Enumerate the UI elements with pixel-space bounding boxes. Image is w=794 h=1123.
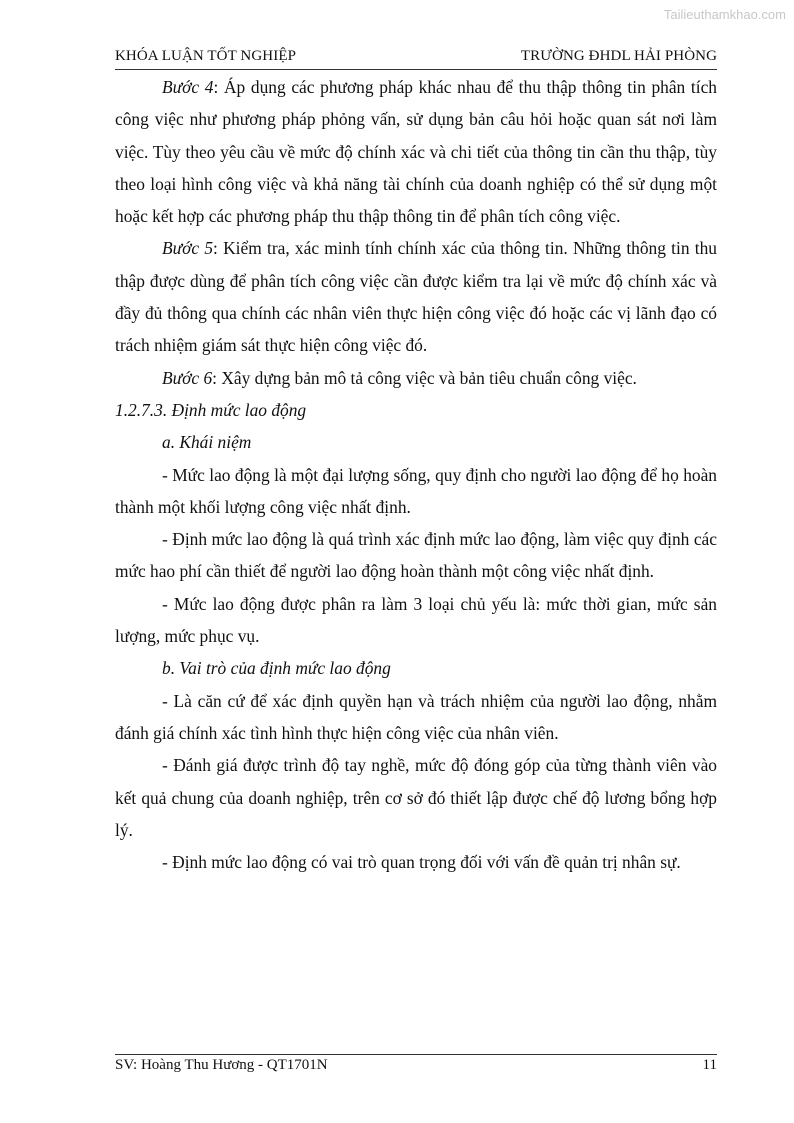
page-footer xyxy=(115,1057,717,1074)
paragraph-b1: - Là căn cứ để xác định quyền hạn và trách nhiệm của người lao động, nhằm đánh giá chính xác tình hình thực hiện công việc của nhân viên. xyxy=(115,690,717,743)
footer-student: SV: Hoàng Thu Hương - QT1701N xyxy=(115,1057,328,1073)
subheading-a: a. Khái niệm xyxy=(162,432,252,453)
paragraph-step-5 xyxy=(115,232,717,361)
step-4-text: : Áp dụng các phương pháp khác nhau để thu thập thông tin phân tích công việc như phương pháp phỏng vấn, sử dụng bản câu hỏi hoặc quan sát nơi làm việc. Tùy theo yêu cầu về mức độ chính xác và chi tiết của thông tin cần thu thập, tùy theo loại hình công việc và khả năng tài chính của doanh nghiệp có thể sử dụng một hoặc kết hợp các phương pháp thu thập thông tin để phân tích công việc. xyxy=(115,77,717,227)
subheading-b: b. Vai trò của định mức lao động xyxy=(162,658,391,679)
paragraph-a2: - Định mức lao động là quá trình xác định mức lao động, làm việc quy định các mức hao phí cần thiết để người lao động hoàn thành một công việc nhất định. xyxy=(115,529,717,582)
step-5-label: Bước 5 xyxy=(162,238,214,259)
paragraph-b2: - Đánh giá được trình độ tay nghề, mức độ đóng góp của từng thành viên vào kết quả chung của doanh nghiệp, trên cơ sở đó thiết lập được chế độ lương bổng hợp lý. xyxy=(115,755,717,840)
document-body xyxy=(115,71,717,878)
paragraph-step-6 xyxy=(115,362,717,394)
paragraph-a3: - Mức lao động được phân ra làm 3 loại chủ yếu là: mức thời gian, mức sản lượng, mức phục vụ. xyxy=(115,593,717,647)
page-header xyxy=(115,48,717,65)
paragraph-b3: - Định mức lao động có vai trò quan trọng đối với vấn đề quản trị nhân sự. xyxy=(162,852,681,873)
paragraph-a1: - Mức lao động là một đại lượng sống, quy định cho người lao động để họ hoàn thành một khối lượng công việc nhất định. xyxy=(115,464,717,517)
step-6-label: Bước 6 xyxy=(162,367,213,388)
header-right: TRƯỜNG ĐHDL HẢI PHÒNG xyxy=(520,48,717,64)
step-4-label: Bước 4 xyxy=(162,77,214,97)
step-5-text: : Kiểm tra, xác minh tính chính xác của thông tin. Những thông tin thu thập được dùng để phân tích công việc cần được kiểm tra lại về mức độ chính xác và đầy đủ thông qua chính các nhân viên thực hiện công việc đó hoặc các vị lãnh đạo có trách nhiệm giám sát thực hiện công việc đó. xyxy=(115,238,717,356)
footer-divider xyxy=(115,1054,717,1055)
watermark: Tailieuthamkhao.com xyxy=(663,7,786,22)
section-heading: 1.2.7.3. Định mức lao động xyxy=(115,399,307,420)
paragraph-step-4 xyxy=(115,71,717,232)
header-left: KHÓA LUẬN TỐT NGHIỆP xyxy=(115,48,297,64)
page-number: 11 xyxy=(702,1057,717,1073)
step-6-text: : Xây dựng bản mô tả công việc và bản tiêu chuẩn công việc. xyxy=(212,367,637,388)
header-divider xyxy=(115,69,717,70)
